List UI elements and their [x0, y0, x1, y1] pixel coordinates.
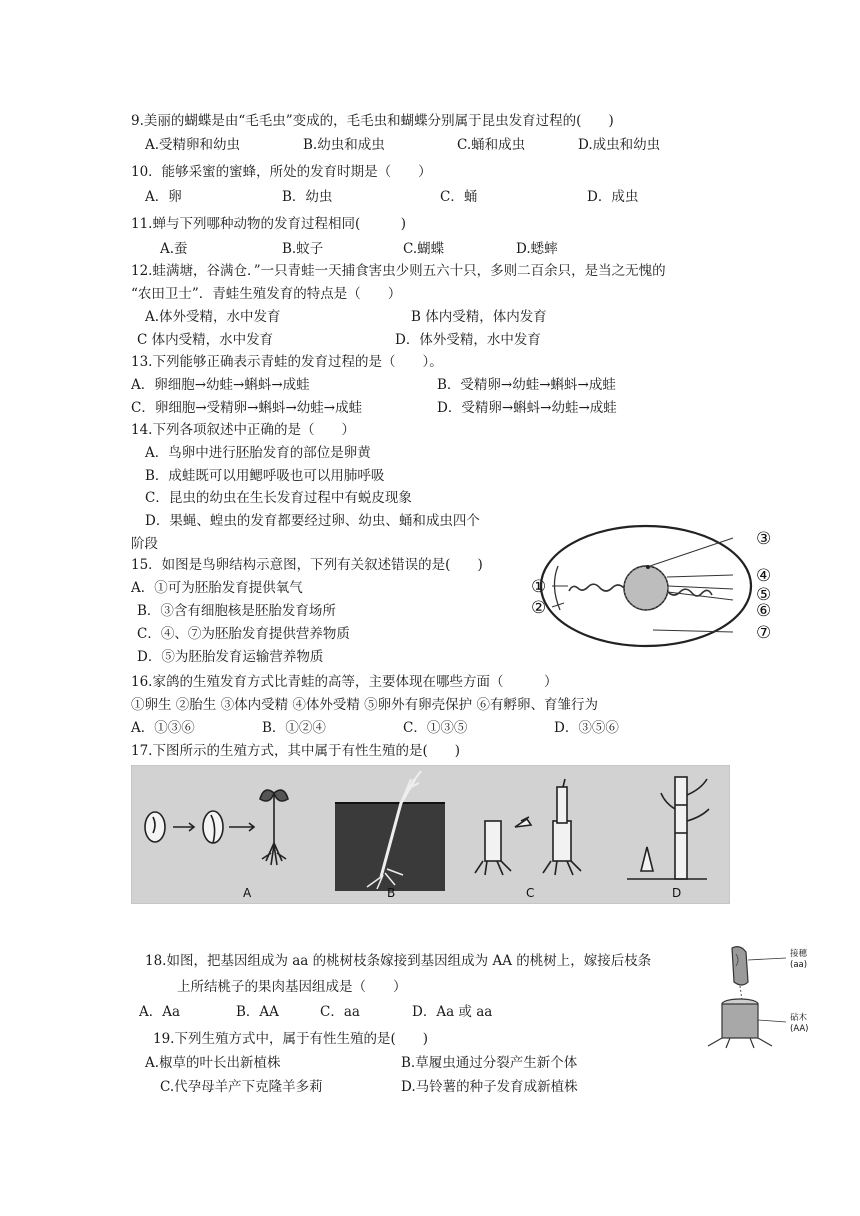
- q17-stem: 17.下图所示的生殖方式，其中属于有性生殖的是( ): [131, 743, 461, 759]
- q9-option-a: A.受精卵和幼虫: [145, 137, 241, 153]
- q16-option-c: C．①③⑤: [403, 720, 468, 736]
- egg-label-7: ⑦: [756, 623, 772, 643]
- figure-label-a: A: [243, 886, 252, 900]
- q9-option-d: D.成虫和幼虫: [578, 137, 661, 153]
- q11-option-d: D.蟋蟀: [516, 241, 558, 257]
- reproduction-methods-figure: [131, 765, 730, 904]
- q15-option-a: A．①可为胚胎发育提供氧气: [131, 580, 303, 596]
- q13-option-c: C．卵细胞→受精卵→蝌蚪→幼蛙→成蛙: [131, 400, 363, 416]
- q16-stem: 16.家鸽的生殖发育方式比青蛙的高等，主要体现在哪些方面（ ）: [131, 674, 558, 690]
- q14-option-b: B．成蛙既可以用鳃呼吸也可以用肺呼吸: [145, 468, 385, 484]
- q10-option-c: C．蛹: [440, 189, 478, 205]
- q11-option-a: A.蚕: [160, 241, 188, 257]
- scion: [732, 947, 748, 985]
- q19-option-c: C.代孕母羊产下克隆羊多莉: [160, 1079, 323, 1095]
- q9-option-c: C.蛹和成虫: [457, 137, 526, 153]
- q18-stem-line1: 18.如图，把基因组成为 aa 的桃树枝条嫁接到基因组成为 AA 的桃树上，嫁接后枝条: [145, 953, 652, 969]
- figure-label-b: B: [387, 886, 396, 900]
- q13-option-a: A．卵细胞→幼蛙→蝌蚪→成蛙: [131, 377, 310, 393]
- q19-option-b: B.草履虫通过分裂产生新个体: [401, 1055, 578, 1071]
- bird-egg-diagram: [528, 522, 784, 650]
- egg-label-1: ①: [531, 577, 547, 597]
- egg-label-5: ⑤: [756, 585, 772, 605]
- rootstock-label: 砧木: [790, 1013, 808, 1023]
- grafting-diagram: [700, 942, 820, 1050]
- q10-option-d: D．成虫: [587, 189, 639, 205]
- figure-label-d: D: [672, 886, 682, 900]
- q16-option-a: A．①③⑥: [131, 720, 195, 736]
- q19-stem: 19.下列生殖方式中，属于有性生殖的是( ): [153, 1031, 429, 1047]
- q13-stem: 13.下列能够正确表示青蛙的发育过程的是（ ）。: [131, 354, 443, 370]
- q16-items: ①卵生 ②胎生 ③体内受精 ④体外受精 ⑤卵外有卵壳保护 ⑥有孵卵、育雏行为: [131, 697, 598, 713]
- q14-option-a: A．鸟卵中进行胚胎发育的部位是卵黄: [145, 445, 371, 461]
- q18-option-b: B．AA: [236, 1004, 279, 1020]
- q15-option-c: C．④、⑦为胚胎发育提供营养物质: [137, 626, 350, 642]
- q12-option-c: C 体内受精，水中发育: [137, 332, 274, 348]
- q11-stem: 11.蝉与下列哪种动物的发育过程相同( ): [131, 216, 407, 232]
- q13-option-b: B．受精卵→幼蛙→蝌蚪→成蛙: [437, 377, 616, 393]
- q14-option-d-line1: D．果蝇、蝗虫的发育都要经过卵、幼虫、蛹和成虫四个: [145, 513, 480, 529]
- q16-option-d: D．③⑤⑥: [554, 720, 619, 736]
- egg-label-3: ③: [756, 529, 772, 549]
- q18-option-a: A．Aa: [139, 1004, 181, 1020]
- egg-label-4: ④: [756, 566, 772, 586]
- q12-option-b: B 体内受精，体内发育: [411, 309, 547, 325]
- q19-option-d: D.马铃薯的种子发育成新植株: [401, 1079, 578, 1095]
- q9-stem: 9.美丽的蝴蝶是由“毛毛虫”变成的，毛毛虫和蝴蝶分别属于昆虫发育过程的( ): [131, 113, 614, 129]
- q13-option-d: D．受精卵→蝌蚪→幼蛙→成蛙: [437, 400, 617, 416]
- q10-option-a: A．卵: [145, 189, 182, 205]
- q11-option-c: C.蝴蝶: [403, 241, 445, 257]
- q10-option-b: B．幼虫: [282, 189, 333, 205]
- scion-gene-label: (aa): [790, 960, 808, 970]
- figure-label-c: C: [526, 886, 535, 900]
- q12-stem-line2: “农田卫士”．青蛙生殖发育的特点是（ ）: [131, 286, 402, 302]
- q14-option-d-line2: 阶段: [131, 536, 158, 552]
- q15-option-d: D．⑤为胚胎发育运输营养物质: [137, 649, 324, 665]
- rootstock: [722, 1004, 758, 1038]
- q11-option-b: B.蚊子: [282, 241, 324, 257]
- q15-stem: 15．如图是鸟卵结构示意图，下列有关叙述错误的是( ): [131, 557, 483, 573]
- q18-stem-line2: 上所结桃子的果肉基因组成是（ ）: [177, 979, 407, 995]
- egg-label-2: ②: [531, 598, 547, 618]
- scion-label: 接穗: [790, 949, 808, 959]
- q12-option-a: A.体外受精，水中发育: [145, 309, 281, 325]
- q9-option-b: B.幼虫和成虫: [303, 137, 385, 153]
- q19-option-a: A.椒草的叶长出新植株: [145, 1055, 281, 1071]
- q18-option-d: D．Aa 或 aa: [412, 1004, 493, 1020]
- q14-stem: 14.下列各项叙述中正确的是（ ）: [131, 422, 355, 438]
- q14-option-c: C．昆虫的幼虫在生长发育过程中有蜕皮现象: [145, 490, 412, 506]
- q12-option-d: D．体外受精，水中发育: [395, 332, 541, 348]
- q15-option-b: B．③含有细胞核是胚胎发育场所: [137, 603, 336, 619]
- q18-option-c: C．aa: [320, 1004, 360, 1020]
- q12-stem-line1: 12.蛙满塘，谷满仓．”一只青蛙一天捕食害虫少则五六十只，多则二百余只，是当之无愧的: [131, 263, 666, 279]
- egg-label-6: ⑥: [756, 601, 772, 621]
- rootstock-gene-label: (AA): [790, 1024, 809, 1034]
- q16-option-b: B．①②④: [262, 720, 326, 736]
- germinal-disc: [646, 565, 650, 569]
- q10-stem: 10．能够采蜜的蜜蜂，所处的发育时期是（ ）: [131, 164, 432, 180]
